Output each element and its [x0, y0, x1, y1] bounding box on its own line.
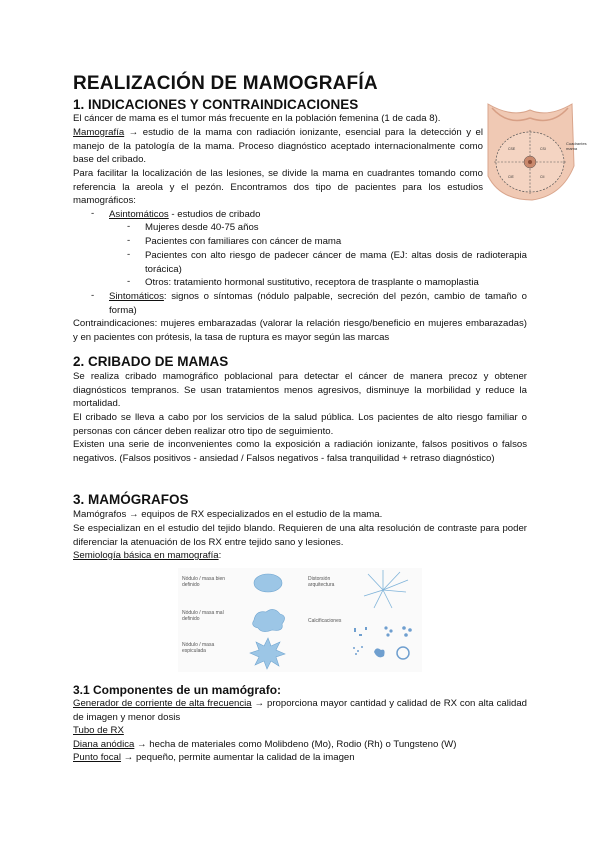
generador-text: → proporciona mayor cantidad y calidad de RX con alta calidad de imagen y menor dosis	[73, 698, 528, 723]
generador-item	[73, 697, 527, 724]
svg-text:CSI: CSI	[540, 147, 546, 151]
svg-text:CII: CII	[540, 175, 545, 179]
tubo-term: Tubo de RX	[73, 725, 124, 736]
mamografia-text: → estudio de la mama con radiación ionizante, esencial para la detección y el manejo de la patología de la mama. Proceso diagnóstico aceptado internacionalmente como base del cribado.	[73, 127, 483, 166]
semiologia-heading	[73, 549, 221, 563]
breast-quadrant-figure	[482, 96, 578, 202]
label-mal-definido: Nódulo / masa mal definido	[182, 610, 224, 622]
s2-paragraph-3: Existen una serie de inconvenientes como la exposición a radiación ionizante, falsos positivos o falsos negativos. (Falsos positivos - ansiedad / Falsos negativos - falsa tranquilidad + retraso diagnóstico)	[73, 439, 527, 464]
contraindicaciones: Contraindicaciones: mujeres embarazadas (valorar la relación riesgo/beneficio en mujeres embarazadas) y en pacientes con prótesis, la tasa de ruptura es mayor según las marcas	[73, 318, 527, 343]
sintomaticos-term: Sintomáticos	[109, 291, 164, 302]
label-calcificaciones: Calcificaciones	[308, 618, 342, 624]
svg-text:CIE: CIE	[508, 175, 514, 179]
shape-spiculated	[250, 638, 285, 669]
sintomaticos-item	[109, 290, 527, 317]
section-3-1-heading: 3.1 Componentes de un mamógrafo:	[73, 683, 282, 697]
punto-focal-text: → pequeño, permite aumentar la calidad de la imagen	[121, 752, 355, 763]
section-3-heading: 3. MAMÓGRAFOS	[73, 492, 189, 507]
asintomaticos-term: Asintomáticos	[109, 209, 169, 220]
sub-item-1: Mujeres desde 40-75 años	[145, 222, 259, 233]
semiologia-colon: :	[218, 550, 222, 561]
sub-item-4: Otros: tratamiento hormonal sustitutivo, receptora de trasplante o mamoplastia	[145, 277, 479, 288]
tubo-item	[73, 724, 124, 738]
shape-distortion	[364, 570, 408, 608]
breast-figure-caption: Cuadrantes mama	[566, 141, 587, 151]
page-title: REALIZACIÓN DE MAMOGRAFÍA	[73, 73, 378, 94]
asintomaticos-item	[109, 208, 260, 222]
s3-paragraph-2: Se especializan en el estudio del tejido blando. Requieren de una alta resolución de contraste para poder diferenciar la atenuación de los RX entre tejido sano y lesiones.	[73, 523, 527, 548]
sub-item-3: Pacientes con alto riesgo de padecer cáncer de mama (EJ: altas dosis de radioterapia torácica)	[145, 250, 527, 275]
punto-focal-item	[73, 751, 355, 765]
s1-mamografia-definition	[73, 126, 483, 167]
document-page: REALIZACIÓN DE MAMOGRAFÍA 1. INDICACIONES Y CONTRAINDICACIONES El cáncer de mama es el tumor más frecuente en la población femenina (1 de cada 8). Mamografía → estudio de la mama con radiación ionizante, esencial para la detección y el manejo de la patología de la mama. Proceso diagnóstico aceptado internacionalmente como base del cribado. Para facilitar la localización de las lesiones, se divide la mama en cuadrantes tomando como referencia la areola y el pezón. Encontramos dos tipo de pacientes para los estudios mamográficos: - Asintomáticos - estudios de cribado - Mujeres desde 40-75 años - Pacientes con familiares con cáncer de mama - Pacientes con alto riesgo de padecer cáncer de mama (EJ: altas dosis de radioterapia torácica) - Otros: tratamiento hormonal sustitutivo, receptora de trasplante o mamoplastia - Sintomáticos: signos o síntomas (nódulo palpable, secreción del pezón, cambio de tamaño o forma) Contraindicaciones: mujeres embarazadas (valorar la relación riesgo/beneficio en mujeres embarazadas) y en pacientes con prótesis, la tasa de ruptura es mayor según las marcas CSE CSI CIE CII Cuadrantes mama 2. CRIBADO DE MAMAS Se realiza cribado mamográfico poblacional para detectar el cáncer de manera precoz y obtener diagnósticos tempranos. Se usan tratamientos menos agresivos, disminuye la morbilidad y reduce la mortalidad. El cribado se lleva a cabo por los servicios de la salud pública. Los pacientes de alto riesgo familiar o personas con cáncer deben realizar otro tipo de seguimiento. Existen una serie de inconvenientes como la exposición a radiación ionizante, falsos positivos o falsos negativos. (Falsos positivos - ansiedad / Falsos negativos - falsa tranquilidad + retraso diagnóstico) 3. MAMÓGRAFOS Mamógrafos → equipos de RX especializados en el estudio de la mama. Se especializan en el estudio del tejido blando. Requieren de una alta resolución de contraste para poder diferenciar la atenuación de los RX entre tejido sano y lesiones. Semiología básica en mamografía: Nódulo / masa bien definido Nódulo / masa mal definido Nódulo / masa espiculada Distorsión arquitectura Calcificaciones 3.1 Componentes de un mamógrafo: Generador de corriente de alta frecuencia → proporciona mayor cantidad y calidad de RX con alta calidad de imagen y menor dosis Tubo de RX Diana anódica → hecha de materiales como Molibdeno (Mo), Rodio (Rh) o Tungsteno (W) Punto focal → pequeño, permite aumentar la calidad de la imagen	[0, 0, 600, 848]
s2-paragraph-2: El cribado se lleva a cabo por los servicios de la salud pública. Los pacientes de alto riesgo familiar o personas con cáncer deben realizar otro tipo de seguimiento.	[73, 412, 527, 437]
diana-text: → hecha de materiales como Molibdeno (Mo), Rodio (Rh) o Tungsteno (W)	[134, 739, 457, 750]
shape-well-defined	[254, 574, 282, 592]
section-1-heading: 1. INDICACIONES Y CONTRAINDICACIONES	[73, 97, 359, 112]
sub-item-2: Pacientes con familiares con cáncer de mama	[145, 236, 342, 247]
shape-ill-defined	[253, 609, 285, 631]
diana-item	[73, 738, 456, 752]
semiology-figure	[178, 568, 422, 672]
s1-paragraph-3: Para facilitar la localización de las lesiones, se divide la mama en cuadrantes tomando como referencia la areola y el pezón. Encontramos dos tipo de pacientes para los estudios mamográficos:	[73, 168, 483, 207]
sintomaticos-text: : signos o síntomas (nódulo palpable, secreción del pezón, cambio de tamaño o forma)	[109, 291, 527, 316]
shape-calcifications	[353, 626, 412, 659]
label-bien-definido: Nódulo / masa bien definido	[182, 576, 226, 588]
diana-term: Diana anódica	[73, 739, 135, 750]
s2-paragraph-1: Se realiza cribado mamográfico poblacional para detectar el cáncer de manera precoz y obtener diagnósticos tempranos. Se usan tratamientos menos agresivos, disminuye la morbilidad y reduce la mortalidad.	[73, 371, 527, 410]
label-espiculada: Nódulo / masa espiculada	[182, 642, 215, 654]
generador-term: Generador de corriente de alta frecuencia	[73, 698, 252, 709]
punto-focal-term: Punto focal	[73, 752, 122, 763]
mamografia-term: Mamografía	[73, 127, 125, 138]
s1-paragraph-1: El cáncer de mama es el tumor más frecuente en la población femenina (1 de cada 8).	[73, 113, 441, 124]
s3-paragraph-1: Mamógrafos → equipos de RX especializados en el estudio de la mama.	[73, 509, 383, 520]
semiologia-term: Semiología básica en mamografía	[73, 550, 219, 561]
section-2-heading: 2. CRIBADO DE MAMAS	[73, 354, 229, 369]
label-distorsion: Distorsión arquitectura	[308, 576, 335, 588]
asintomaticos-text: - estudios de cribado	[168, 209, 261, 220]
semiology-shapes	[178, 568, 422, 672]
svg-text:CSE: CSE	[508, 147, 516, 151]
